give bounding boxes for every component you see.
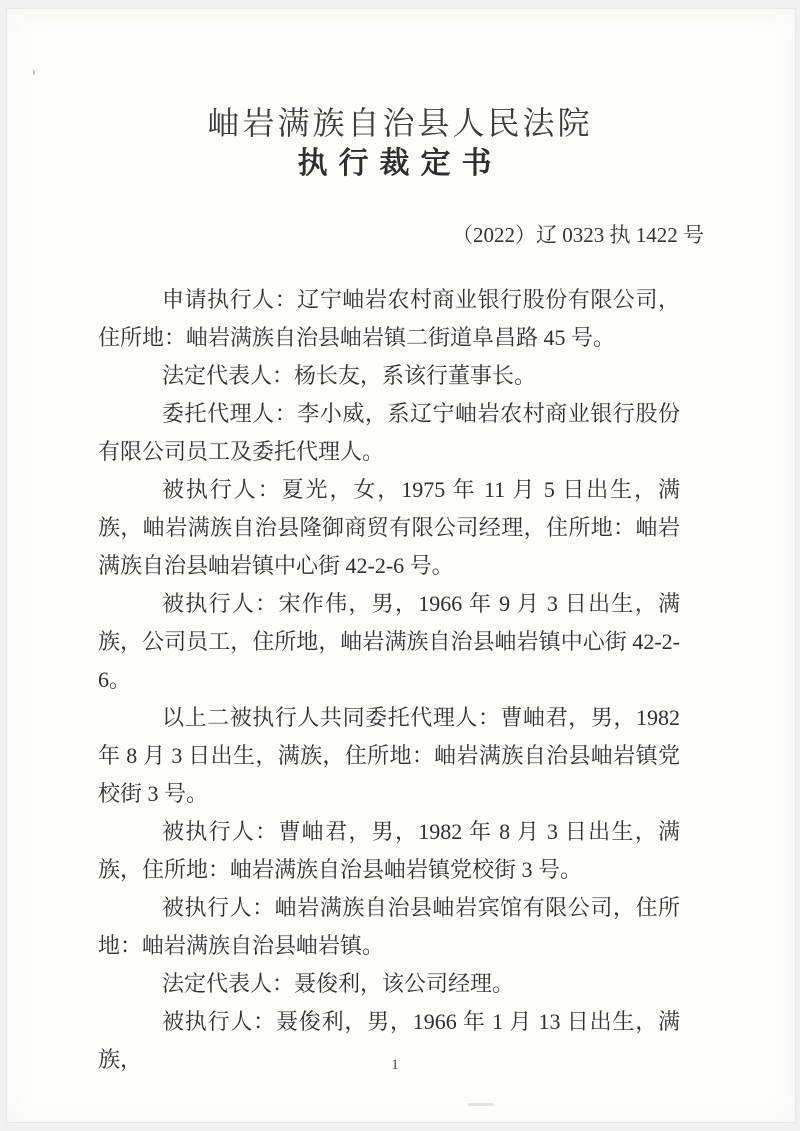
page-number: 1 [391, 1057, 399, 1073]
paragraph-joint-agent: 以上二被执行人共同委托代理人：曹岫君，男，1982 年 8 月 3 日出生，满族，住所地：岫岩满族自治县岫岩镇党校街 3 号。 [98, 705, 680, 806]
paragraph-respondent-5: 被执行人：聂俊利，男，1966 年 1 月 13 日出生，满族， [98, 1009, 680, 1072]
paragraph-respondent-1: 被执行人：夏光，女，1975 年 11 月 5 日出生，满族，岫岩满族自治县隆御商贸有限公司经理，住所地：岫岩满族自治县岫岩镇中心街 42-2-6 号。 [98, 477, 680, 578]
paragraph-respondent-3: 被执行人：曹岫君，男，1982 年 8 月 3 日出生，满族，住所地：岫岩满族自治县岫岩镇党校街 3 号。 [98, 819, 680, 882]
paragraph-applicant: 申请执行人：辽宁岫岩农村商业银行股份有限公司，住所地：岫岩满族自治县岫岩镇二街道阜昌路 45 号。 [98, 287, 680, 350]
paragraph-respondent-4: 被执行人：岫岩满族自治县岫岩宾馆有限公司，住所地：岫岩满族自治县岫岩镇。 [98, 895, 680, 958]
paragraph-legal-representative-2: 法定代表人：聂俊利，该公司经理。 [162, 971, 515, 996]
scan-artifact [468, 1103, 494, 1106]
paragraph-legal-representative: 法定代表人：杨长友，系该行董事长。 [162, 363, 537, 388]
document-body [98, 281, 680, 1079]
case-number: （2022）辽 0323 执 1422 号 [452, 223, 704, 247]
paragraph-respondent-2: 被执行人：宋作伟，男，1966 年 9 月 3 日出生，满族，公司员工，住所地，岫岩满族自治县岫岩镇中心街 42-2-6。 [98, 591, 680, 692]
court-name-heading: 岫岩满族自治县人民法院 [207, 105, 593, 141]
scan-artifact [33, 70, 35, 75]
paragraph-agent: 委托代理人：李小威，系辽宁岫岩农村商业银行股份有限公司员工及委托代理人。 [98, 401, 680, 464]
document-title: 执行裁定书 [297, 147, 503, 180]
